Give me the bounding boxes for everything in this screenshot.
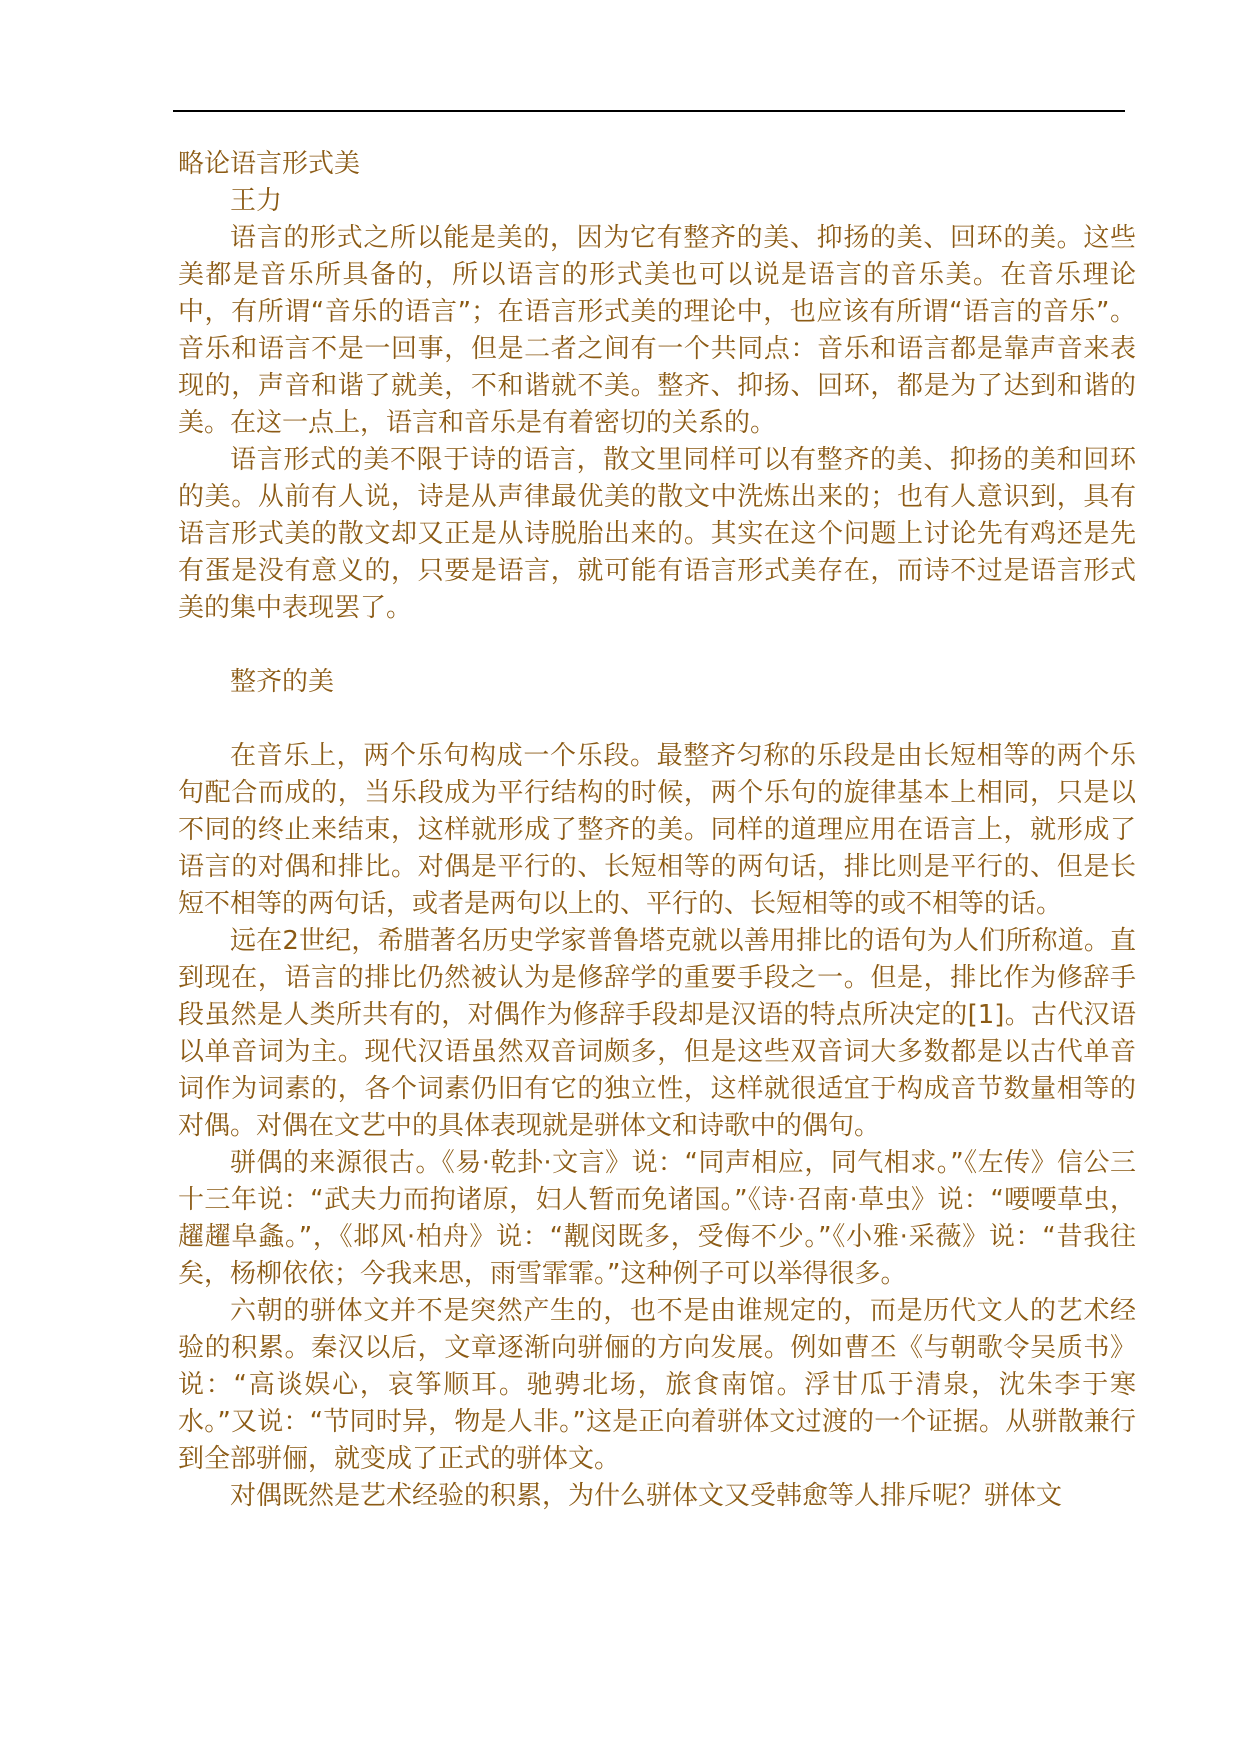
intro-paragraph-1: 语言的形式之所以能是美的，因为它有整齐的美、抑扬的美、回环的美。这些美都是音乐所具备的，所以语言的形式美也可以说是语言的音乐美。在音乐理论中，有所谓“音乐的语言”；在语言形式美的理论中，也应该有所谓“语言的音乐”。音乐和语言不是一回事，但是二者之间有一个共同点：音乐和语言都是靠声音来表现的，声音和谐了就美，不和谐就不美。整齐、抑扬、回环，都是为了达到和谐的美。在这一点上，语言和音乐是有着密切的关系的。 [178,223,1136,438]
section-paragraph-5: 对偶既然是艺术经验的积累，为什么骈体文又受韩愈等人排斥呢？骈体文 [230,1481,1063,1511]
section-paragraph-3: 骈偶的来源很古。《易·乾卦·文言》说：“同声相应，同气相求。”《左传》信公三十三年说：“武夫力而拘诸原，妇人暂而免诸国。”《诗·召南·草虫》说：“喓喓草虫，趯趯阜螽。”，《邶风·柏舟》说：“觏闵既多，受侮不少。”《小雅·采薇》说：“昔我往矣，杨柳依依；今我来思，雨雪霏霏。”这种例子可以举得很多。 [178,1148,1136,1289]
section-paragraph-2: 远在2世纪，希腊著名历史学家普鲁塔克就以善用排比的语句为人们所称道。直到现在，语言的排比仍然被认为是修辞学的重要手段之一。但是，排比作为修辞手段虽然是人类所共有的，对偶作为修辞手段却是汉语的特点所决定的[1]。古代汉语以单音词为主。现代汉语虽然双音词颇多，但是这些双音词大多数都是以古代单音词作为词素的，各个词素仍旧有它的独立性，这样就很适宜于构成音节数量相等的对偶。对偶在文艺中的具体表现就是骈体文和诗歌中的偶句。 [178,926,1136,1141]
section-heading: 整齐的美 [230,667,335,697]
section-paragraph-4: 六朝的骈体文并不是突然产生的，也不是由谁规定的，而是历代文人的艺术经验的积累。秦汉以后，文章逐渐向骈俪的方向发展。例如曹丕《与朝歌令吴质书》说：“高谈娱心，哀筝顺耳。驰骋北场，旅食南馆。浮甘瓜于清泉，沈朱李于寒水。”又说：“节同时异，物是人非。”这是正向着骈体文过渡的一个证据。从骈散兼行到全部骈俪，就变成了正式的骈体文。 [178,1296,1136,1474]
header-rule [173,110,1125,112]
intro-paragraph-2: 语言形式的美不限于诗的语言，散文里同样可以有整齐的美、抑扬的美和回环的美。从前有人说，诗是从声律最优美的散文中洗炼出来的；也有人意识到，具有语言形式美的散文却又正是从诗脱胎出来的。其实在这个问题上讨论先有鸡还是先有蛋是没有意义的，只要是语言，就可能有语言形式美存在，而诗不过是语言形式美的集中表现罢了。 [178,445,1136,623]
blank-line [178,701,1136,738]
document-author: 王力 [230,186,283,216]
section-paragraph-1: 在音乐上，两个乐句构成一个乐段。最整齐匀称的乐段是由长短相等的两个乐句配合而成的，当乐段成为平行结构的时候，两个乐句的旋律基本上相同，只是以不同的终止来结束，这样就形成了整齐的美。同样的道理应用在语言上，就形成了语言的对偶和排比。对偶是平行的、长短相等的两句话，排比则是平行的、但是长短不相等的两句话，或者是两句以上的、平行的、长短相等的或不相等的话。 [178,741,1136,919]
document-body [178,146,1136,1515]
blank-line [178,627,1136,664]
document-title: 略论语言形式美 [178,149,361,179]
